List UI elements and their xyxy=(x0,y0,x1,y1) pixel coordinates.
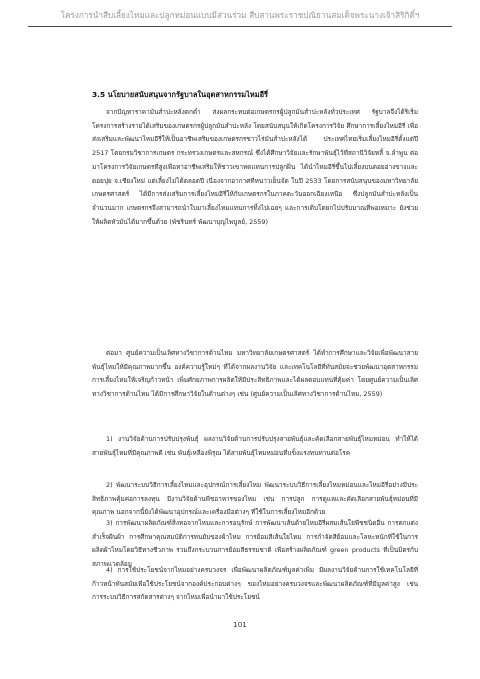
paragraph-intro xyxy=(92,106,418,229)
list-item-rearing-system-text: 2) พัฒนาระบบวิธีการเลี้ยงไหมและอุปกรณ์การเลี้ยงไหม พัฒนาระบบวิธีการเลี้ยงไหมหม่อนและไหมอีรี่อย่างมีประสิทธิภาพคุ้มค่อการลงทุน มีงานวิจัยด้านพืชอาหารของไหม เช่น การปลูก การดูแลและคัดเลือกสายพันธุ์หม่อนที่มีคุณภาพ นอกจากนี้ยังได้พัฒนาอุปกรณ์และเครื่องมือต่างๆ ที่ใช้ในการเลี้ยงไหมอีกด้วย xyxy=(92,481,418,517)
list-item-breeding-text: 1) งานวิจัยด้านการปรับปรุงพันธุ์ ผลงานวิจัยด้านการปรับปรุงสายพันธุ์และคัดเลือกสายพันธุ์ไหมหม่อน ทำให้ได้สายพันธุ์ไหมที่มีคุณภาพดี เช่น พันธุ์เหลืองพิรุณ ได้สายพันธุ์ไหมหม่อนที่แข็งแรงทนทานต่อโรค xyxy=(92,435,418,457)
list-item-breeding xyxy=(92,433,418,460)
list-item-full-utilization xyxy=(92,564,418,605)
paragraph-research-center xyxy=(92,347,418,402)
header-rule xyxy=(28,26,452,27)
list-item-textile-products-text: 3) การพัฒนาผลิตภัณฑ์สิ่งทอจากไหมและการอนุรักษ์ การพัฒนาเส้นด้ายไหมอีรี่ผสมเส้นใยพืชชนิดอื่น การตกแต่งสำเร็จผืนผ้า การศึกษาคุณสมบัติการทนยับของผ้าไหม การย้อมสีเส้นใยไหม การกำจัดสีย้อมและโลหะหนักที่ใช้ในการผลิตผ้าไหมโดยวิธีทางชีวภาพ รวมถึงกระบวนการย้อมสีธรรมชาติ เพื่อสร้างผลิตภัณฑ์ green products ที่เป็นมิตรกับสภาพแวดล้อม xyxy=(92,519,418,569)
list-item-rearing-system xyxy=(92,479,418,520)
paragraph-intro-text: จากปัญหาราคามันสำปะหลังตกต่ำ ส่งผลกระทบต่อเกษตรกรผู้ปลูกมันสำปะหลังทั่วประเทศ รัฐบาลจึงได้ริเริ่มโครงการสร้างรายได้เสริมของเกษตรกรผู้ปลูกมันสำปะหลัง โดยสนับสนุนให้เกิดโครงการวิจัย ศึกษาการเลี้ยงไหมอีรี่ เพื่อส่งเสริมและพัฒนาไหมอีรี่ให้เป็นอาชีพเสริมของเกษตรกรชาวไร่มันสำปะหลังได้ ประเทศไทยเริ่มเลี้ยงไหมอีรี่ตั้งแต่ปี 2517 โดยกรมวิชาการเกษตร กระทรวงเกษตรและสหกรณ์ ซึ่งได้ศึกษาวิจัยและรักษาพันธุ์ไว้ที่สถานีวิจัยหลี้ จ.ลำพูน ต่อมาโครงการวิจัยเกษตรที่สูงเพื่อหาอาชีพเสริมให้ชาวเขาทดแทนการปลูกฝิ่น ได้นำไหมอีรี่ขึ้นไปเลี้ยงบนดอยอ่างขางและดอยปุย จ.เชียงใหม่ แต่เลี้ยงไม่ได้ตลอดปี เนื่องจากอากาศที่หนาวเย็นจัด ในปี 2533 โดยการสนับสนุนของมหาวิทยาลัยเกษตรศาสตร์ ได้มีการส่งเสริมการเลี้ยงไหมอีรี่ให้กับเกษตรกรในภาคตะวันออกเฉียงเหนือ ซึ่งปลูกมันสำปะหลังเป็นจำนวนมาก เกษตรกรจึงสามารถนำใบมาเลี้ยงไหมแทนการทิ้งไปเฉยๆ และการเติบโตยกไปปรับมาณที่พอเหมาะ ยังช่วยให้ผลิตหัวมันได้มากขึ้นด้วย (พัชรินทร์ พัฒนาบุญไพบูลย์, 2559) xyxy=(92,108,418,226)
running-header: โครงการนำสืบเลี้ยงไหมและปลูกหม่อนแบบมีส่วนร่วม สืบสานพระราชปณิธานสมเด็จพระนางเจ้าสิริกิติ์ฯ xyxy=(60,10,420,20)
paragraph-research-center-text: ต่อมา ศูนย์ความเป็นเลิศทางวิชาการด้านไหม มหาวิทยาลัยเกษตรศาสตร์ ได้ทำการศึกษาและวิจัยเพื่อพัฒนาสายพันธุ์ไหมให้มีคุณภาพมากขึ้น องค์ความรู้ใหม่ๆ ที่ได้จากผลงานวิจัย และเทคโนโลยีที่ทันสมัยจะช่วยพัฒนาอุตสาหกรรมการเลี้ยงไหมให้เจริญก้าวหน้า เพิ่มศักยภาพการผลิตให้มีประสิทธิภาพและได้ผลตอบแทนที่คุ้มค่า โดยศูนย์ความเป็นเลิศทางวิชาการด้านไหม ได้มีการศึกษาวิจัยในด้านต่างๆ เช่น (ศูนย์ความเป็นเลิศทางวิชาการด้านไหม, 2559) xyxy=(92,349,418,399)
section-heading: 3.5 นโยบายสนับสนุนจากรัฐบาลในอุตสาหกรรมไหมอีรี่ xyxy=(92,90,269,99)
list-item-full-utilization-text: 4) การใช้ประโยชน์จากไหมอย่างครบวงจร เพื่อพัฒนาผลิตภัณฑ์มูลค่าเพิ่ม มีผลงานวิจัยด้านการใช้เทคโนโลยีที่ก้าวหน้าทันสมัยเพื่อใช้ประโยชน์จากองค์ประกอบต่างๆ ของไหมอย่างครบวงจรและพัฒนาผลิตภัณฑ์ที่มีมูลค่าสูง เช่นการระบบวิธีการสกัดสารต่างๆ จากไหมเพื่อนำมาใช้ประโยชน์ xyxy=(92,566,418,602)
page-number: 101 xyxy=(233,620,247,629)
